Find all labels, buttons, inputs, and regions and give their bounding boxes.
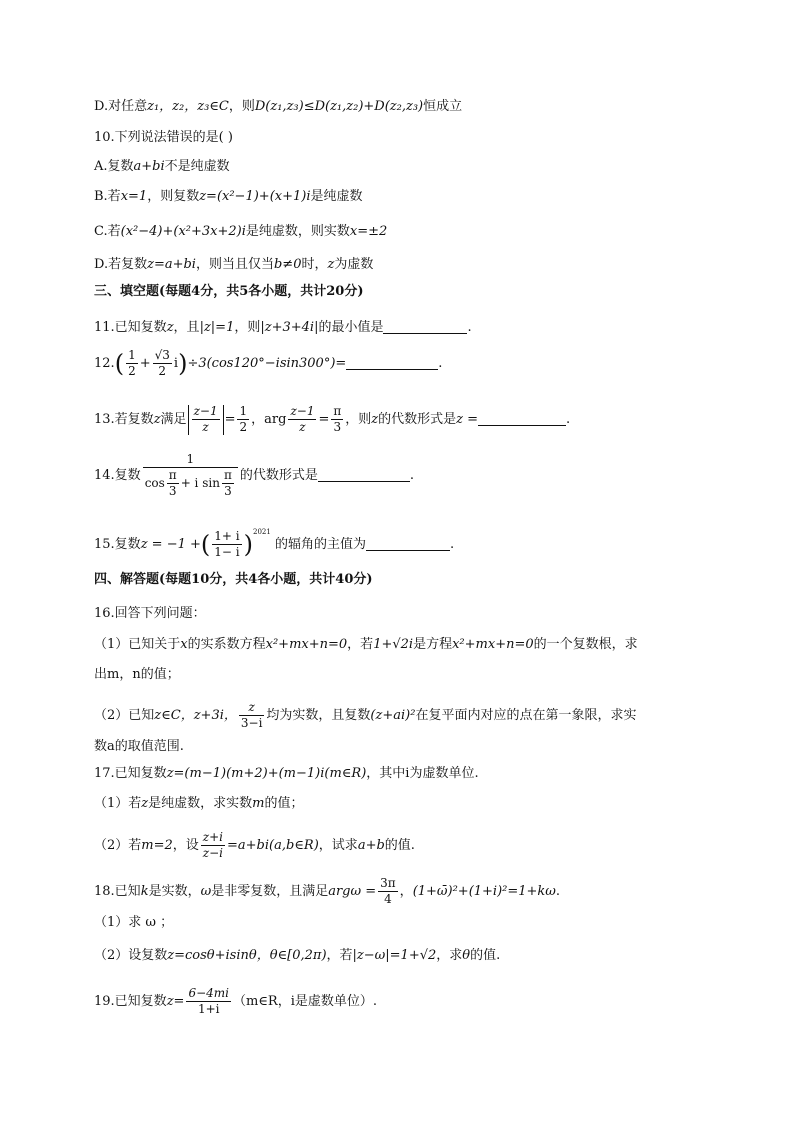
q10-option-c: C.若(x²−4)+(x²+3x+2)i是纯虚数，则实数x=±2 [94, 224, 388, 239]
fraction: 1 cos $\frac{\pi}{3}$ + i sin $\frac{\pi}{3}$ [143, 452, 238, 499]
fraction: $\frac{z-1}{z}$ [193, 404, 218, 434]
q13: 13.若复数z满足 $\frac{z-1}{z}$ = $\frac{1}{2}$ ，arg $\frac{z-1}{z}$ = $\frac{\pi}{3}$ ，则z的代数形式是z = . [94, 404, 571, 434]
fraction: $\frac{1+ i}{1- i}$ [214, 529, 240, 559]
q10-option-b: B.若x=1，则复数z=(x²−1)+(x+1)i是纯虚数 [94, 189, 363, 204]
q9-option-d: D.对任意z₁，z₂，z₃∈C，则D(z₁,z₃)≤D(z₁,z₂)+D(z₂,z₃)恒成立 [94, 99, 463, 114]
fraction: $\frac{3\pi}{4}$ [380, 876, 396, 906]
q18-part2: （2）设复数z=cosθ+isinθ，θ∈[0,2π)，若|z−ω|=1+√2，求θ的值. [94, 948, 501, 963]
q16-part1-line1: （1）已知关于x的实系数方程x²+mx+n=0，若1+√2i是方程x²+mx+n=0的一个复数根，求 [94, 637, 638, 652]
fraction: $\frac{z+i}{z-i}$ [202, 830, 224, 860]
answer-blank[interactable] [478, 411, 566, 426]
math-set: z₁，z₂，z₃∈C [147, 99, 229, 114]
q14: 14.复数 1 cos $\frac{\pi}{3}$ + i sin $\frac{\pi}{3}$ 的代数形式是 . [94, 452, 414, 498]
section-fill-in: 三、填空题(每题4分，共5各小题，共计20分) [94, 284, 364, 299]
q19-stem: 19.已知复数z= $\frac{6-4mi}{1+i}$ （m∈R，i是虚数单位）. [94, 986, 378, 1016]
math-inequality: D(z₁,z₃)≤D(z₁,z₂)+D(z₂,z₃) [254, 99, 424, 114]
answer-blank[interactable] [346, 355, 438, 370]
q11: 11.已知复数z，且|z|=1，则|z+3+4i|的最小值是 . [94, 320, 472, 335]
q16-stem: 16.回答下列问题： [94, 606, 206, 621]
q10-option-a: A.复数a+bi不是纯虚数 [94, 159, 230, 174]
fraction: $\frac{z-1}{z}$ [290, 404, 315, 434]
fraction: $\frac{√3}{2}$ [154, 348, 170, 378]
section-answer: 四、解答题(每题10分，共4各小题，共计40分) [94, 572, 373, 587]
q18-stem: 18.已知k是实数，ω是非零复数，且满足argω = $\frac{3\pi}{4}$ ，(1+ω̄)²+(1+i)²=1+kω. [94, 876, 561, 906]
q18-part1: （1）求 ω ； [94, 915, 174, 930]
fraction: $\frac{1}{2}$ [239, 404, 248, 434]
answer-blank[interactable] [318, 467, 410, 482]
q17-part2: （2）若m=2，设 $\frac{z+i}{z-i}$ =a+bi(a,b∈R)，试求a+b的值. [94, 830, 415, 860]
fraction: $\frac{\pi}{3}$ [333, 404, 342, 434]
q12: 12.( $\frac{1}{2}$ + $\frac{√3}{2}$ i)÷3(cos120°−isin300°)= . [94, 348, 443, 378]
q10-stem: 10.下列说法错误的是( ) [94, 130, 233, 145]
q17-part1: （1）若z是纯虚数，求实数m的值； [94, 796, 304, 811]
q16-part2-line2: 数a的取值范围. [94, 739, 184, 754]
q17-stem: 17.已知复数z=(m−1)(m+2)+(m−1)i(m∈R)，其中i为虚数单位. [94, 766, 479, 781]
q16-part2-line1: （2）已知z∈C，z+3i， $\frac{z}{3-i}$ 均为实数，且复数(z+ai)²在复平面内对应的点在第一象限，求实 [94, 700, 637, 730]
q15: 15.复数z = −1 +( $\frac{1+ i}{1- i}$ )$^{2021}$ 的辐角的主值为 . [94, 528, 455, 559]
q16-part1-line2: 出m，n的值； [94, 667, 180, 682]
fraction: $\frac{6-4mi}{1+i}$ [188, 986, 229, 1016]
answer-blank[interactable] [366, 536, 450, 551]
fraction: $\frac{z}{3-i}$ [240, 700, 263, 730]
answer-blank[interactable] [383, 319, 467, 334]
q10-option-d: D.若复数z=a+bi，则当且仅当b≠0时，z为虚数 [94, 257, 374, 272]
fraction: $\frac{1}{2}$ [128, 348, 136, 378]
